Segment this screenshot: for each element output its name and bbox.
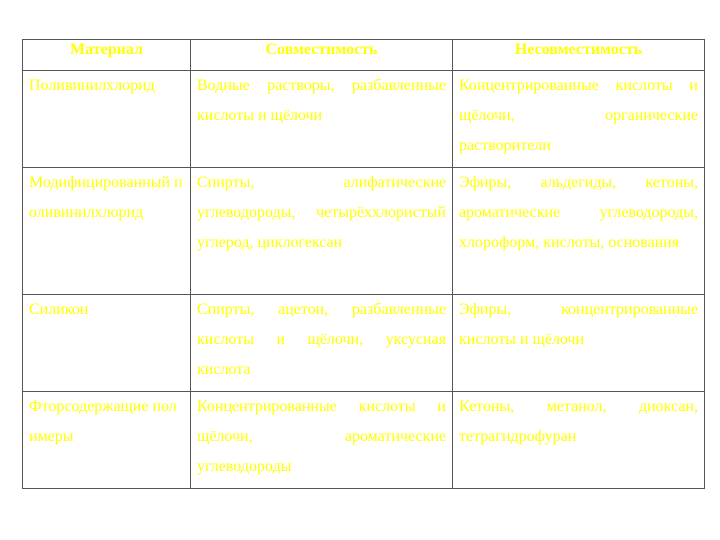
header-material-label: Материал — [70, 41, 143, 58]
header-compatibility — [191, 40, 453, 71]
header-material — [23, 40, 191, 71]
compatible-cell: Водные растворы, разбавленные кислоты и щёлочи — [191, 71, 453, 168]
compatible-cell: Концентрированные кислоты и щёлочи, ароматические углеводороды — [191, 392, 453, 489]
material-cell: Поливинилхлорид — [23, 71, 191, 168]
header-incompatibility — [453, 40, 705, 71]
table-row — [23, 295, 705, 392]
table-row — [23, 71, 705, 168]
header-compatibility-label: Совместимость — [265, 41, 378, 58]
compatible-cell: Спирты, ацетон, разбавленные кислоты и щёлочи, уксусная кислота — [191, 295, 453, 392]
incompatible-cell: Эфиры, концентрированные кислоты и щёлочи — [453, 295, 705, 392]
compatible-cell: Спирты, алифатические углеводороды, четырёххлористый углерод, циклогексан — [191, 168, 453, 295]
incompatible-cell: Эфиры, альдегиды, кетоны, ароматические углеводороды, хлороформ, кислоты, основания — [453, 168, 705, 295]
table-row — [23, 168, 705, 295]
incompatible-cell: Кетоны, метанол, диоксан, тетрагидрофуран — [453, 392, 705, 489]
material-cell: Фторсодержащие полимеры — [23, 392, 191, 489]
material-cell: Силикон — [23, 295, 191, 392]
table-row — [23, 392, 705, 489]
material-cell: Модифицированный поливинилхлорид — [23, 168, 191, 295]
incompatible-cell: Концентрированные кислоты и щёлочи, органические растворители — [453, 71, 705, 168]
header-incompatibility-label: Несовместимость — [514, 41, 643, 58]
compatibility-table — [22, 39, 705, 489]
table-header-row — [23, 40, 705, 71]
